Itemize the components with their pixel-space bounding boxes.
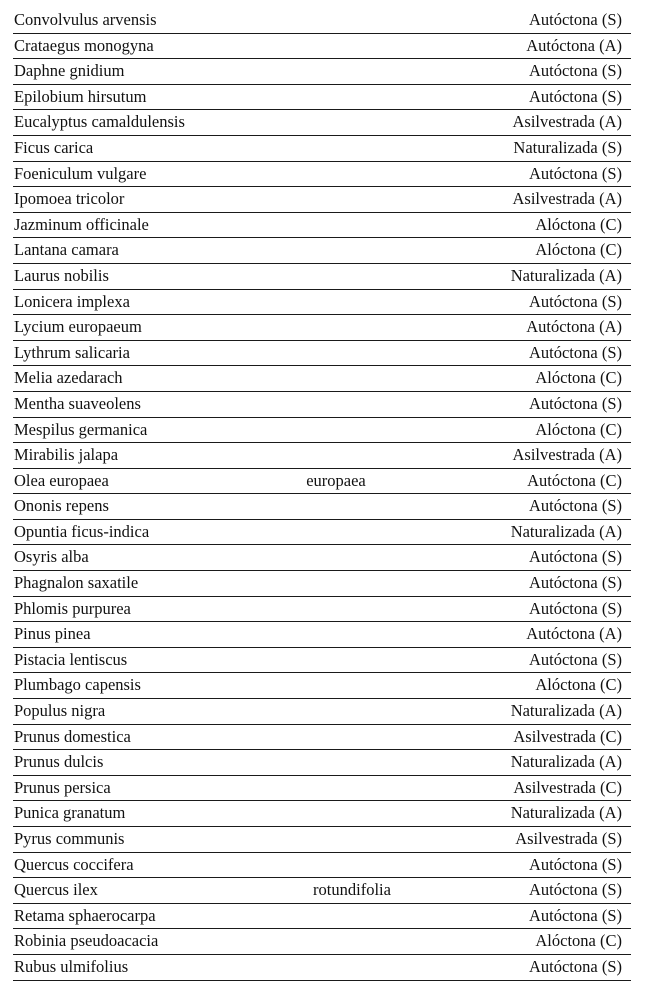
- species-name: Daphne gnidium: [14, 61, 125, 81]
- origin-status: Autóctona (S): [528, 573, 622, 593]
- origin-status: Autóctona (S): [528, 956, 622, 976]
- table-row: [13, 673, 631, 699]
- species-name: Mentha suaveolens: [14, 393, 141, 413]
- species-name: Quercus coccifera: [14, 854, 134, 874]
- origin-status: Alóctona (C): [535, 240, 622, 260]
- species-name: Melia azedarach: [14, 368, 123, 388]
- subspecies-name: europaea: [306, 470, 366, 490]
- table-row: [13, 110, 631, 136]
- species-name: Ipomoea tricolor: [14, 189, 125, 209]
- species-name: Convolvulus arvensis: [14, 10, 157, 29]
- origin-status: Autóctona (S): [528, 163, 622, 183]
- table-row: [13, 750, 631, 776]
- table-row: [13, 162, 631, 188]
- species-name: Mirabilis jalapa: [14, 445, 119, 465]
- species-name: Pyrus communis: [14, 829, 125, 848]
- table-row: [13, 622, 631, 648]
- table-row: [13, 187, 631, 213]
- species-name: Opuntia ficus-indica: [14, 521, 150, 541]
- table-row: [13, 85, 631, 111]
- table-row: [13, 955, 631, 981]
- table-row: [13, 827, 631, 853]
- species-name: Laurus nobilis: [14, 265, 109, 285]
- origin-status: Naturalizada (A): [510, 701, 622, 721]
- species-name: Lantana camara: [14, 240, 119, 260]
- species-name: Lonicera implexa: [14, 291, 130, 311]
- table-row: [13, 315, 631, 341]
- origin-status: Autóctona (S): [528, 649, 622, 669]
- table-row: [13, 366, 631, 392]
- origin-status: Alóctona (C): [535, 931, 622, 951]
- species-name: Quercus ilex: [14, 880, 98, 900]
- origin-status: Asilvestrada (C): [513, 726, 622, 746]
- origin-status: Alóctona (C): [535, 675, 622, 695]
- table-row: [13, 136, 631, 162]
- species-name: Phagnalon saxatile: [14, 573, 139, 593]
- species-name: Jazminum officinale: [14, 214, 149, 234]
- table-row: [13, 341, 631, 367]
- species-name: Prunus persica: [14, 777, 111, 797]
- origin-status: Autóctona (S): [528, 393, 622, 413]
- species-name: Ononis repens: [14, 496, 109, 516]
- table-row: [13, 59, 631, 85]
- species-name: Lythrum salicaria: [14, 342, 130, 362]
- origin-status: Naturalizada (A): [510, 521, 622, 541]
- origin-status: Autóctona (S): [528, 496, 622, 516]
- species-name: Populus nigra: [14, 701, 106, 721]
- origin-status: Asilvestrada (A): [512, 189, 622, 209]
- table-row: [13, 776, 631, 802]
- species-name: Eucalyptus camaldulensis: [14, 112, 185, 132]
- origin-status: Autóctona (S): [528, 905, 622, 925]
- species-name: Ficus carica: [14, 137, 94, 157]
- table-row: [13, 213, 631, 239]
- table-row: [13, 418, 631, 444]
- origin-status: Naturalizada (A): [510, 265, 622, 285]
- table-row: [13, 699, 631, 725]
- species-name: Crataegus monogyna: [14, 35, 154, 55]
- origin-status: Autóctona (S): [528, 547, 622, 567]
- table-row: [13, 597, 631, 623]
- table-row: [13, 571, 631, 597]
- table-row: [13, 545, 631, 571]
- subspecies-name: rotundifolia: [313, 880, 391, 900]
- species-table: [13, 8, 631, 981]
- species-name: Robinia pseudoacacia: [14, 931, 159, 951]
- table-row: [13, 8, 631, 34]
- origin-status: Autóctona (A): [526, 35, 622, 55]
- table-row: [13, 520, 631, 546]
- origin-status: Alóctona (C): [535, 368, 622, 388]
- origin-status: Asilvestrada (S): [515, 829, 622, 848]
- species-name: Phlomis purpurea: [14, 598, 131, 618]
- origin-status: Autóctona (S): [528, 10, 622, 29]
- origin-status: Asilvestrada (C): [513, 777, 622, 797]
- table-row: [13, 238, 631, 264]
- table-row: [13, 290, 631, 316]
- origin-status: Asilvestrada (A): [512, 112, 622, 132]
- species-name: Prunus domestica: [14, 726, 131, 746]
- table-row: [13, 929, 631, 955]
- origin-status: Autóctona (S): [528, 61, 622, 81]
- table-row: [13, 904, 631, 930]
- origin-status: Alóctona (C): [535, 419, 622, 439]
- origin-status: Autóctona (C): [527, 470, 622, 490]
- table-row: [13, 443, 631, 469]
- table-row: [13, 725, 631, 751]
- table-row: [13, 648, 631, 674]
- origin-status: Autóctona (S): [528, 598, 622, 618]
- species-name: Osyris alba: [14, 547, 89, 567]
- table-row: [13, 264, 631, 290]
- origin-status: Asilvestrada (A): [512, 445, 622, 465]
- table-row: [13, 34, 631, 60]
- species-name: Pistacia lentiscus: [14, 649, 128, 669]
- origin-status: Autóctona (S): [528, 86, 622, 106]
- table-row: [13, 469, 631, 495]
- origin-status: Autóctona (A): [526, 624, 622, 644]
- origin-status: Naturalizada (A): [510, 803, 622, 823]
- species-name: Foeniculum vulgare: [14, 163, 147, 183]
- species-name: Lycium europaeum: [14, 317, 142, 337]
- origin-status: Autóctona (S): [528, 854, 622, 874]
- table-row: [13, 801, 631, 827]
- species-name: Retama sphaerocarpa: [14, 905, 156, 925]
- table-row: [13, 853, 631, 879]
- species-name: Plumbago capensis: [14, 675, 141, 695]
- species-name: Rubus ulmifolius: [14, 956, 129, 976]
- species-name: Punica granatum: [14, 803, 126, 823]
- origin-status: Autóctona (A): [526, 317, 622, 337]
- origin-status: Autóctona (S): [528, 291, 622, 311]
- table-row: [13, 392, 631, 418]
- species-name: Mespilus germanica: [14, 419, 148, 439]
- origin-status: Autóctona (S): [528, 880, 622, 900]
- table-row: [13, 494, 631, 520]
- origin-status: Autóctona (S): [528, 342, 622, 362]
- species-name: Prunus dulcis: [14, 752, 104, 772]
- species-name: Olea europaea: [14, 470, 109, 490]
- species-name: Epilobium hirsutum: [14, 86, 147, 106]
- table-row: [13, 878, 631, 904]
- origin-status: Alóctona (C): [535, 214, 622, 234]
- species-name: Pinus pinea: [14, 624, 91, 644]
- origin-status: Naturalizada (S): [513, 137, 622, 157]
- origin-status: Naturalizada (A): [510, 752, 622, 772]
